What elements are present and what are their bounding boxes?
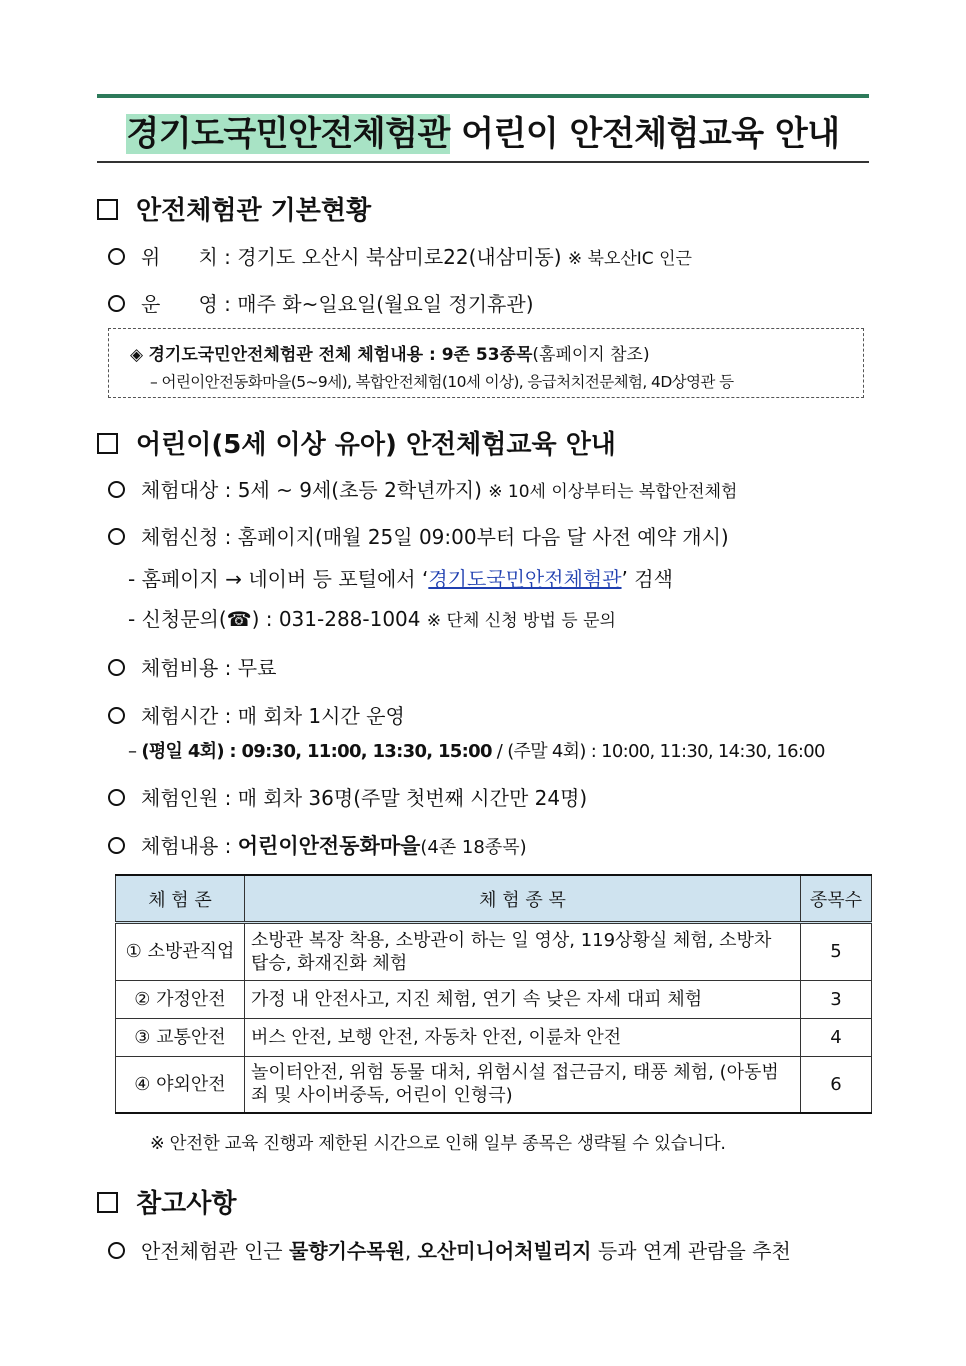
time-value: 매 회차 1시간 운영 (237, 704, 405, 728)
diamond-bullet-icon: ◈ (130, 345, 144, 365)
cost-value: 무료 (237, 656, 277, 680)
colon: : (224, 478, 232, 502)
operation-label: 운 영 (141, 292, 218, 316)
reference-suffix: 등과 연계 관람을 추천 (591, 1239, 791, 1263)
apply-sub-contact (128, 603, 616, 632)
apply-label: 체험신청 (141, 525, 219, 549)
people-item (108, 782, 587, 811)
time-dash: – (128, 741, 137, 762)
content-rest: (4존 18종목) (420, 837, 527, 858)
reference-item (108, 1235, 791, 1264)
weekday-schedule: (평일 4회) : 09:30, 11:00, 13:30, 15:00 (141, 741, 492, 762)
page-title (97, 106, 869, 155)
location-value: 경기도 오산시 북삼미로22(내삼미동) (237, 245, 562, 269)
square-bullet-icon (97, 199, 118, 220)
header-zone: 체 험 존 (116, 875, 245, 923)
zone-cell: ③ 교통안전 (116, 1019, 245, 1057)
homepage-search-link[interactable]: 경기도국민안전체험관 (428, 567, 622, 591)
weekend-schedule: / (주말 4회) : 10:00, 11:30, 14:30, 16:00 (491, 741, 825, 762)
circle-bullet-icon (108, 837, 125, 854)
title-rest: 어린이 안전체험교육 안내 (449, 114, 840, 154)
info-box-ref: (홈페이지 참조) (532, 345, 650, 365)
table-header-row (116, 875, 872, 923)
header-count: 종목수 (801, 875, 872, 923)
circle-bullet-icon (108, 707, 125, 724)
count-cell: 6 (801, 1057, 872, 1113)
target-item (108, 474, 737, 503)
title-bottom-rule (97, 161, 869, 163)
apply-sub-suffix: ’ 검색 (621, 567, 673, 591)
items-cell: 소방관 복장 착용, 소방관이 하는 일 영상, 119상황실 체험, 소방차 탑승, 화재진화 체험 (245, 923, 801, 981)
title-highlight: 경기도국민안전체험관 (126, 114, 450, 154)
items-cell: 버스 안전, 보행 안전, 자동차 안전, 이륜차 안전 (245, 1019, 801, 1057)
colon: : (224, 786, 232, 810)
target-label: 체험대상 (141, 478, 219, 502)
section2-heading-text: 어린이(5세 이상 유아) 안전체험교육 안내 (136, 430, 616, 460)
operation-item (108, 288, 534, 317)
colon: : (224, 834, 232, 858)
contact-text: - 신청문의(☎) : 031-288-1004 (128, 607, 421, 631)
cost-label: 체험비용 (141, 656, 219, 680)
target-note: ※ 10세 이상부터는 복합안전체험 (488, 482, 738, 502)
table-row (116, 1057, 872, 1113)
circle-bullet-icon (108, 248, 125, 265)
circle-bullet-icon (108, 295, 125, 312)
cost-item (108, 652, 276, 681)
circle-bullet-icon (108, 481, 125, 498)
count-cell: 4 (801, 1019, 872, 1057)
content-label: 체험내용 (141, 834, 219, 858)
colon: : (224, 292, 231, 316)
colon: : (224, 525, 232, 549)
reference-mid: , (404, 1239, 418, 1263)
table-footnote: ※ 안전한 교육 진행과 제한된 시간으로 인해 일부 종목은 생략될 수 있습니다. (150, 1134, 726, 1154)
section3-heading (97, 1183, 236, 1220)
time-schedule (128, 737, 825, 763)
table-row (116, 923, 872, 981)
zone-cell: ④ 야외안전 (116, 1057, 245, 1113)
people-label: 체험인원 (141, 786, 219, 810)
zone-cell: ① 소방관직업 (116, 923, 245, 981)
count-cell: 3 (801, 981, 872, 1019)
section2-heading (97, 424, 616, 461)
apply-sub-homepage (128, 563, 673, 592)
circle-bullet-icon (108, 659, 125, 676)
location-note: ※ 북오산IC 인근 (567, 249, 692, 269)
items-cell: 가정 내 안전사고, 지진 체험, 연기 속 낮은 자세 대피 체험 (245, 981, 801, 1019)
target-value: 5세 ~ 9세(초등 2학년까지) (237, 478, 482, 502)
title-top-rule (97, 94, 869, 98)
apply-value: 홈페이지(매월 25일 09:00부터 다음 달 사전 예약 개시) (237, 525, 729, 549)
operation-value: 매주 화~일요일(월요일 정기휴관) (237, 292, 534, 316)
content-bold: 어린이안전동화마을 (237, 834, 421, 858)
circle-bullet-icon (108, 1242, 125, 1259)
section3-heading-text: 참고사항 (136, 1189, 237, 1219)
info-box-line1 (130, 340, 650, 365)
colon: : (224, 704, 232, 728)
circle-bullet-icon (108, 789, 125, 806)
colon: : (224, 656, 232, 680)
table-row (116, 981, 872, 1019)
count-cell: 5 (801, 923, 872, 981)
square-bullet-icon (97, 433, 118, 454)
apply-sub-prefix: - 홈페이지 → 네이버 등 포털에서 ‘ (128, 567, 429, 591)
colon: : (224, 245, 231, 269)
time-label: 체험시간 (141, 704, 219, 728)
time-item (108, 700, 405, 729)
zone-cell: ② 가정안전 (116, 981, 245, 1019)
experience-table (115, 874, 872, 1114)
section1-heading (97, 190, 371, 227)
reference-place2: 오산미니어처빌리지 (417, 1239, 592, 1263)
info-box-line2: – 어린이안전동화마을(5~9세), 복합안전체험(10세 이상), 응급처치전문체험, 4D상영관 등 (150, 373, 734, 391)
content-item (108, 830, 527, 860)
location-label: 위 치 (141, 245, 218, 269)
header-items: 체 험 종 목 (245, 875, 801, 923)
square-bullet-icon (97, 1192, 118, 1213)
circle-bullet-icon (108, 528, 125, 545)
location-item (108, 241, 692, 270)
people-value: 매 회차 36명(주말 첫번째 시간만 24명) (237, 786, 588, 810)
reference-prefix: 안전체험관 인근 (141, 1239, 289, 1263)
apply-item (108, 521, 729, 550)
table-row (116, 1019, 872, 1057)
contact-note: ※ 단체 신청 방법 등 문의 (426, 611, 616, 631)
reference-place1: 물향기수목원 (288, 1239, 405, 1263)
section1-heading-text: 안전체험관 기본현황 (136, 196, 372, 226)
items-cell: 놀이터안전, 위험 동물 대처, 위험시설 접근금지, 태풍 체험, (아동범죄 및 사이버중독, 어린이 인형극) (245, 1057, 801, 1113)
info-box-bold: 경기도국민안전체험관 전체 체험내용 : 9존 53종목 (148, 345, 533, 365)
